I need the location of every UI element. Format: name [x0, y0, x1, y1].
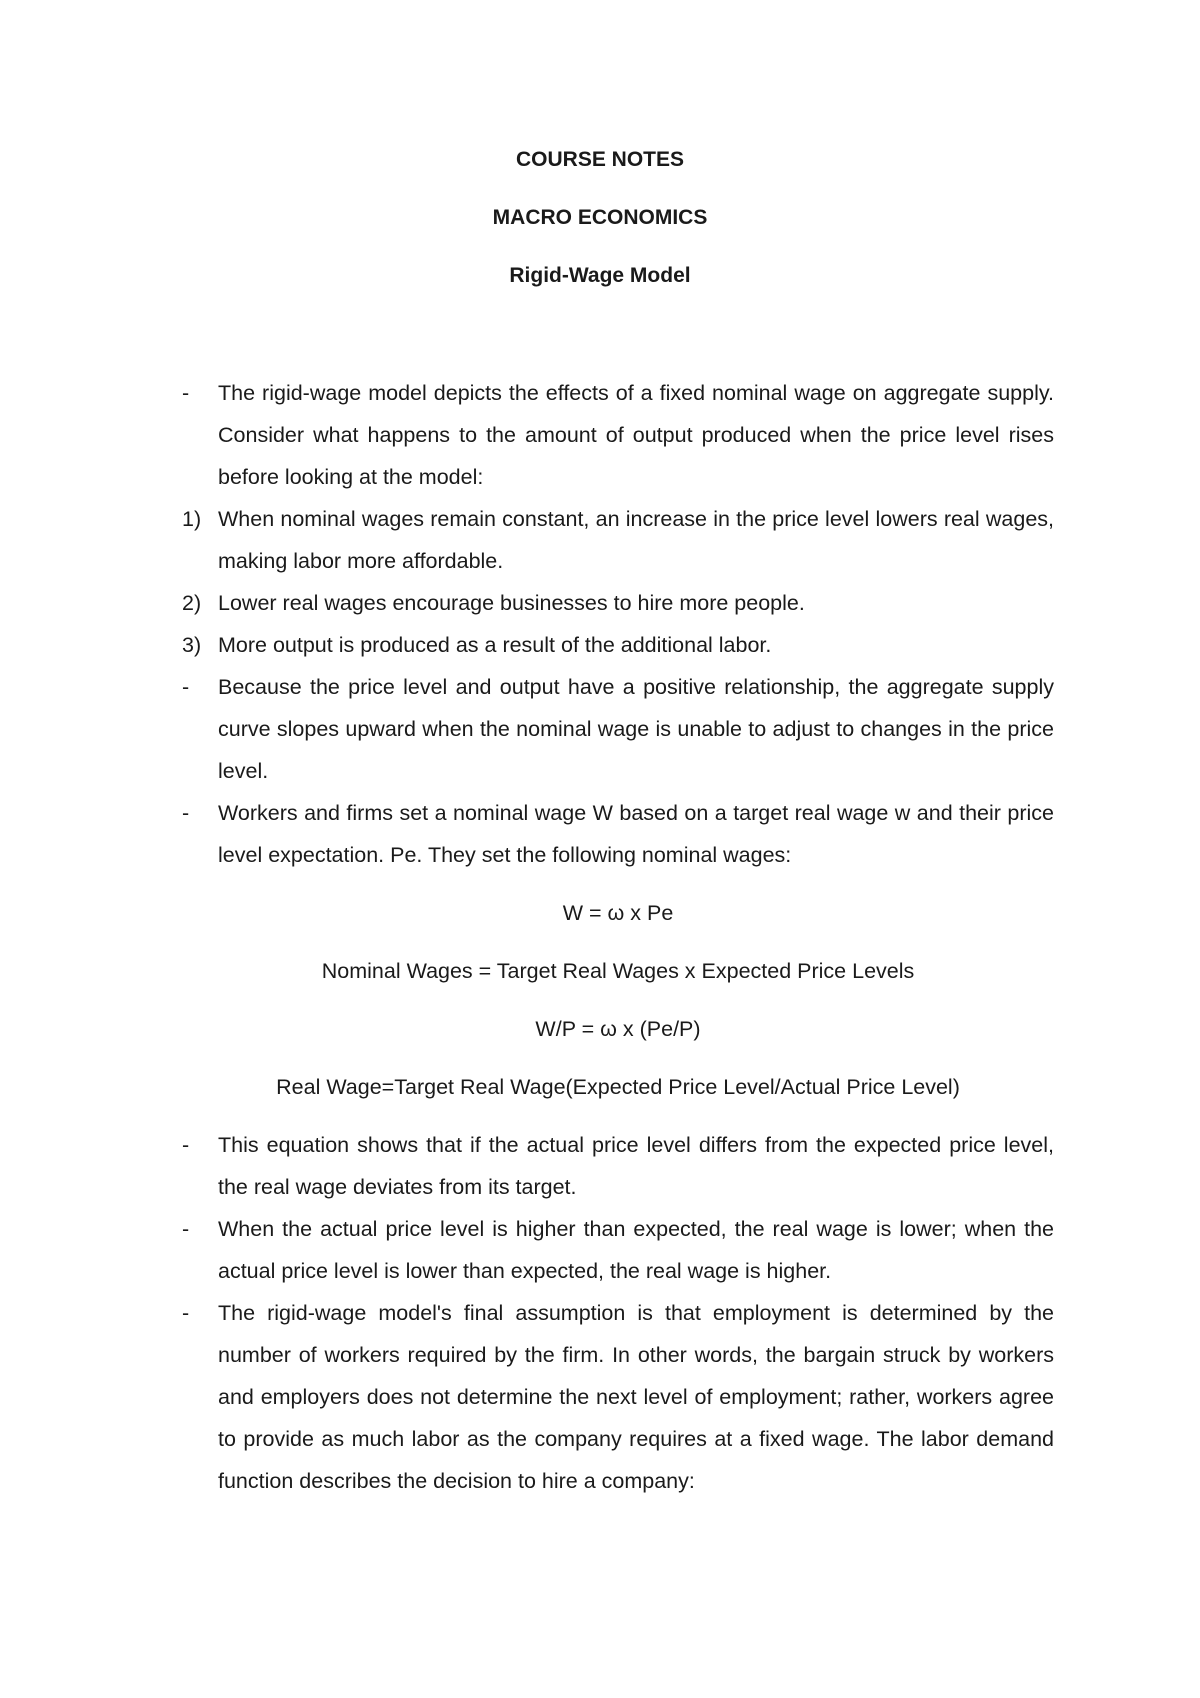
- list-item: [182, 372, 1054, 498]
- list-item: [182, 666, 1054, 792]
- list-item-text: This equation shows that if the actual price level differs from the expected price level, the real wage deviates from its target.: [218, 1133, 1054, 1199]
- document-body: [182, 372, 1054, 1502]
- list-item-text: Workers and firms set a nominal wage W based on a target real wage w and their price level expectation. Pe. They set the following nominal wages:: [218, 801, 1054, 867]
- list-item: [182, 582, 1054, 624]
- list-item: [182, 624, 1054, 666]
- equation-block: [182, 884, 1054, 1116]
- list-marker: 3): [182, 633, 202, 657]
- list-item-text: The rigid-wage model depicts the effects of a fixed nominal wage on aggregate supply. Consider what happens to the amount of output produced when the price level rises before looking at the model:: [218, 381, 1054, 489]
- list-marker: -: [182, 381, 190, 405]
- list-item-text: When nominal wages remain constant, an increase in the price level lowers real wages, making labor more affordable.: [218, 507, 1054, 573]
- list-item: [182, 498, 1054, 582]
- list-item-text: The rigid-wage model's final assumption is that employment is determined by the number of workers required by the firm. In other words, the bargain struck by workers and employers does not determine the next level of employment; rather, workers agree to provide as much labor as the company requires at a fixed wage. The labor demand function describes the decision to hire a company:: [218, 1301, 1054, 1493]
- document-subject: MACRO ECONOMICS: [492, 206, 708, 229]
- list-marker: -: [182, 1133, 190, 1157]
- list-item-text: More output is produced as a result of the additional labor.: [218, 633, 772, 657]
- list-marker: -: [182, 801, 190, 825]
- list-item-text: Lower real wages encourage businesses to hire more people.: [218, 591, 805, 615]
- list-marker: -: [182, 1217, 190, 1241]
- list-item-text: When the actual price level is higher than expected, the real wage is lower; when the actual price level is lower than expected, the real wage is higher.: [218, 1217, 1054, 1283]
- list-marker: 2): [182, 591, 202, 615]
- list-item-text: Because the price level and output have a positive relationship, the aggregate supply curve slopes upward when the nominal wage is unable to adjust to changes in the price level.: [218, 675, 1054, 783]
- list-marker: -: [182, 675, 190, 699]
- document-topic: Rigid-Wage Model: [509, 264, 691, 287]
- list-marker: 1): [182, 507, 202, 531]
- equation-nominal-wage-words: Nominal Wages = Target Real Wages x Expected Price Levels: [321, 959, 915, 983]
- list-item: [182, 1208, 1054, 1292]
- list-item: [182, 1124, 1054, 1208]
- list-item: [182, 1292, 1054, 1502]
- equation-nominal-wage: W = ω x Pe: [562, 901, 674, 925]
- list-marker: -: [182, 1301, 190, 1325]
- document-title: COURSE NOTES: [515, 148, 685, 171]
- equation-real-wage-words: Real Wage=Target Real Wage(Expected Price Level/Actual Price Level): [276, 1075, 960, 1099]
- list-item: [182, 792, 1054, 876]
- equation-real-wage: W/P = ω x (Pe/P): [535, 1017, 701, 1041]
